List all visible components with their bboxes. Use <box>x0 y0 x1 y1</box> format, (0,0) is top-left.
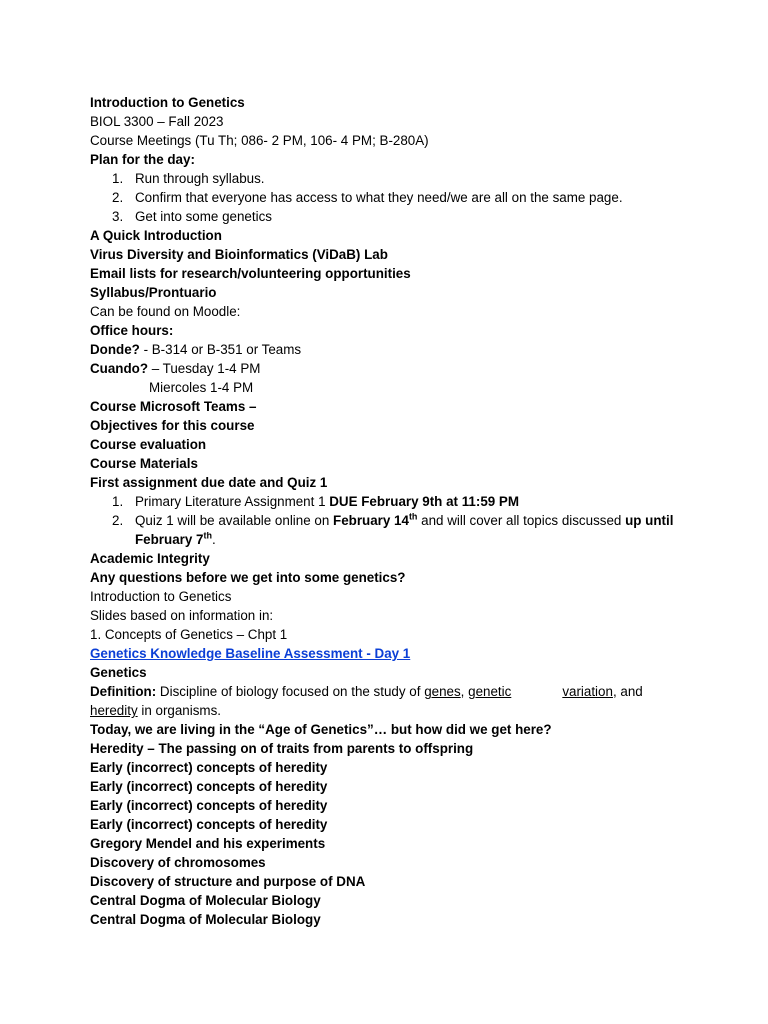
plan-list <box>90 169 690 226</box>
definition-label: Definition: <box>90 684 157 699</box>
heredity-term: heredity <box>90 703 138 718</box>
section-heading: Any questions before we get into some genetics? <box>90 570 406 585</box>
document-page <box>90 93 690 929</box>
cuando-label: Cuando? <box>90 361 149 376</box>
superscript: th <box>203 530 212 541</box>
list-text: Quiz 1 will be available online on <box>135 513 334 528</box>
due-date: DUE February 9th at 11:59 PM <box>329 494 520 509</box>
list-text: Primary Literature Assignment 1 <box>135 494 330 509</box>
doc-title: Introduction to Genetics <box>90 95 245 110</box>
plan-heading: Plan for the day: <box>90 152 195 167</box>
list-item <box>90 169 690 188</box>
cuando-line <box>90 359 690 378</box>
section-heading: Today, we are living in the “Age of Genetics”… but how did we get here? <box>90 722 552 737</box>
definition-line-2 <box>90 701 690 720</box>
section-heading: Course Materials <box>90 456 198 471</box>
cuando-value: – Tuesday 1-4 PM <box>148 361 261 376</box>
list-number: 1. <box>112 494 124 509</box>
list-text: Run through syllabus. <box>135 171 265 186</box>
list-item <box>90 188 690 207</box>
section-heading: First assignment due date and Quiz 1 <box>90 475 328 490</box>
definition-line <box>90 682 690 701</box>
moodle-text: Can be found on Moodle: <box>90 304 241 319</box>
list-item <box>90 207 690 226</box>
intro-text: Introduction to Genetics <box>90 589 232 604</box>
list-text: Confirm that everyone has access to what they need/we are all on the same page. <box>135 190 623 205</box>
section-heading: Early (incorrect) concepts of heredity <box>90 817 328 832</box>
section-heading: Early (incorrect) concepts of heredity <box>90 779 328 794</box>
section-heading: Discovery of structure and purpose of DNA <box>90 874 366 889</box>
genetic-term: genetic <box>468 684 512 699</box>
section-heading: Central Dogma of Molecular Biology <box>90 893 321 908</box>
section-heading: A Quick Introduction <box>90 228 222 243</box>
list-number: 3. <box>112 209 124 224</box>
separator: , and <box>612 684 643 699</box>
assignment-list <box>90 492 690 549</box>
variation-term: variation <box>562 684 613 699</box>
section-heading: Central Dogma of Molecular Biology <box>90 912 321 927</box>
list-text: Get into some genetics <box>135 209 272 224</box>
section-heading: Genetics <box>90 665 147 680</box>
list-number: 2. <box>112 190 124 205</box>
section-heading: Academic Integrity <box>90 551 210 566</box>
list-item <box>90 492 690 511</box>
list-number: 1. <box>112 171 124 186</box>
course-meetings: Course Meetings (Tu Th; 086- 2 PM, 106- 4 PM; B-280A) <box>90 133 429 148</box>
list-number: 2. <box>112 513 124 528</box>
superscript: th <box>408 511 418 522</box>
separator: , <box>460 684 469 699</box>
definition-tail: in organisms. <box>137 703 221 718</box>
concepts-text: 1. Concepts of Genetics – Chpt 1 <box>90 627 288 642</box>
donde-label: Donde? <box>90 342 140 357</box>
section-heading: Syllabus/Prontuario <box>90 285 217 300</box>
section-heading: Gregory Mendel and his experiments <box>90 836 326 851</box>
quiz-date: February 14 <box>333 513 409 528</box>
section-heading: Course evaluation <box>90 437 207 452</box>
definition-text: Discipline of biology focused on the study of <box>156 684 425 699</box>
section-heading: Early (incorrect) concepts of heredity <box>90 798 328 813</box>
list-text: . <box>211 532 216 547</box>
section-heading: Objectives for this course <box>90 418 255 433</box>
donde-line <box>90 340 690 359</box>
slides-text: Slides based on information in: <box>90 608 274 623</box>
course-code: BIOL 3300 – Fall 2023 <box>90 114 224 129</box>
cover-until: up until February 7 <box>135 513 674 547</box>
assessment-link[interactable]: Genetics Knowledge Baseline Assessment - Day 1 <box>90 646 411 661</box>
section-heading: Heredity – The passing on of traits from parents to offspring <box>90 741 474 756</box>
donde-value: - B-314 or B-351 or Teams <box>139 342 302 357</box>
genes-term: genes <box>424 684 461 699</box>
section-heading: Office hours: <box>90 323 174 338</box>
miercoles-line: Miercoles 1-4 PM <box>149 380 254 395</box>
section-heading: Early (incorrect) concepts of heredity <box>90 760 328 775</box>
section-heading: Course Microsoft Teams – <box>90 399 257 414</box>
list-item <box>90 511 690 549</box>
section-heading: Discovery of chromosomes <box>90 855 266 870</box>
section-heading: Virus Diversity and Bioinformatics (ViDaB) Lab <box>90 247 388 262</box>
section-heading: Email lists for research/volunteering opportunities <box>90 266 411 281</box>
list-text: and will cover all topics discussed <box>417 513 626 528</box>
